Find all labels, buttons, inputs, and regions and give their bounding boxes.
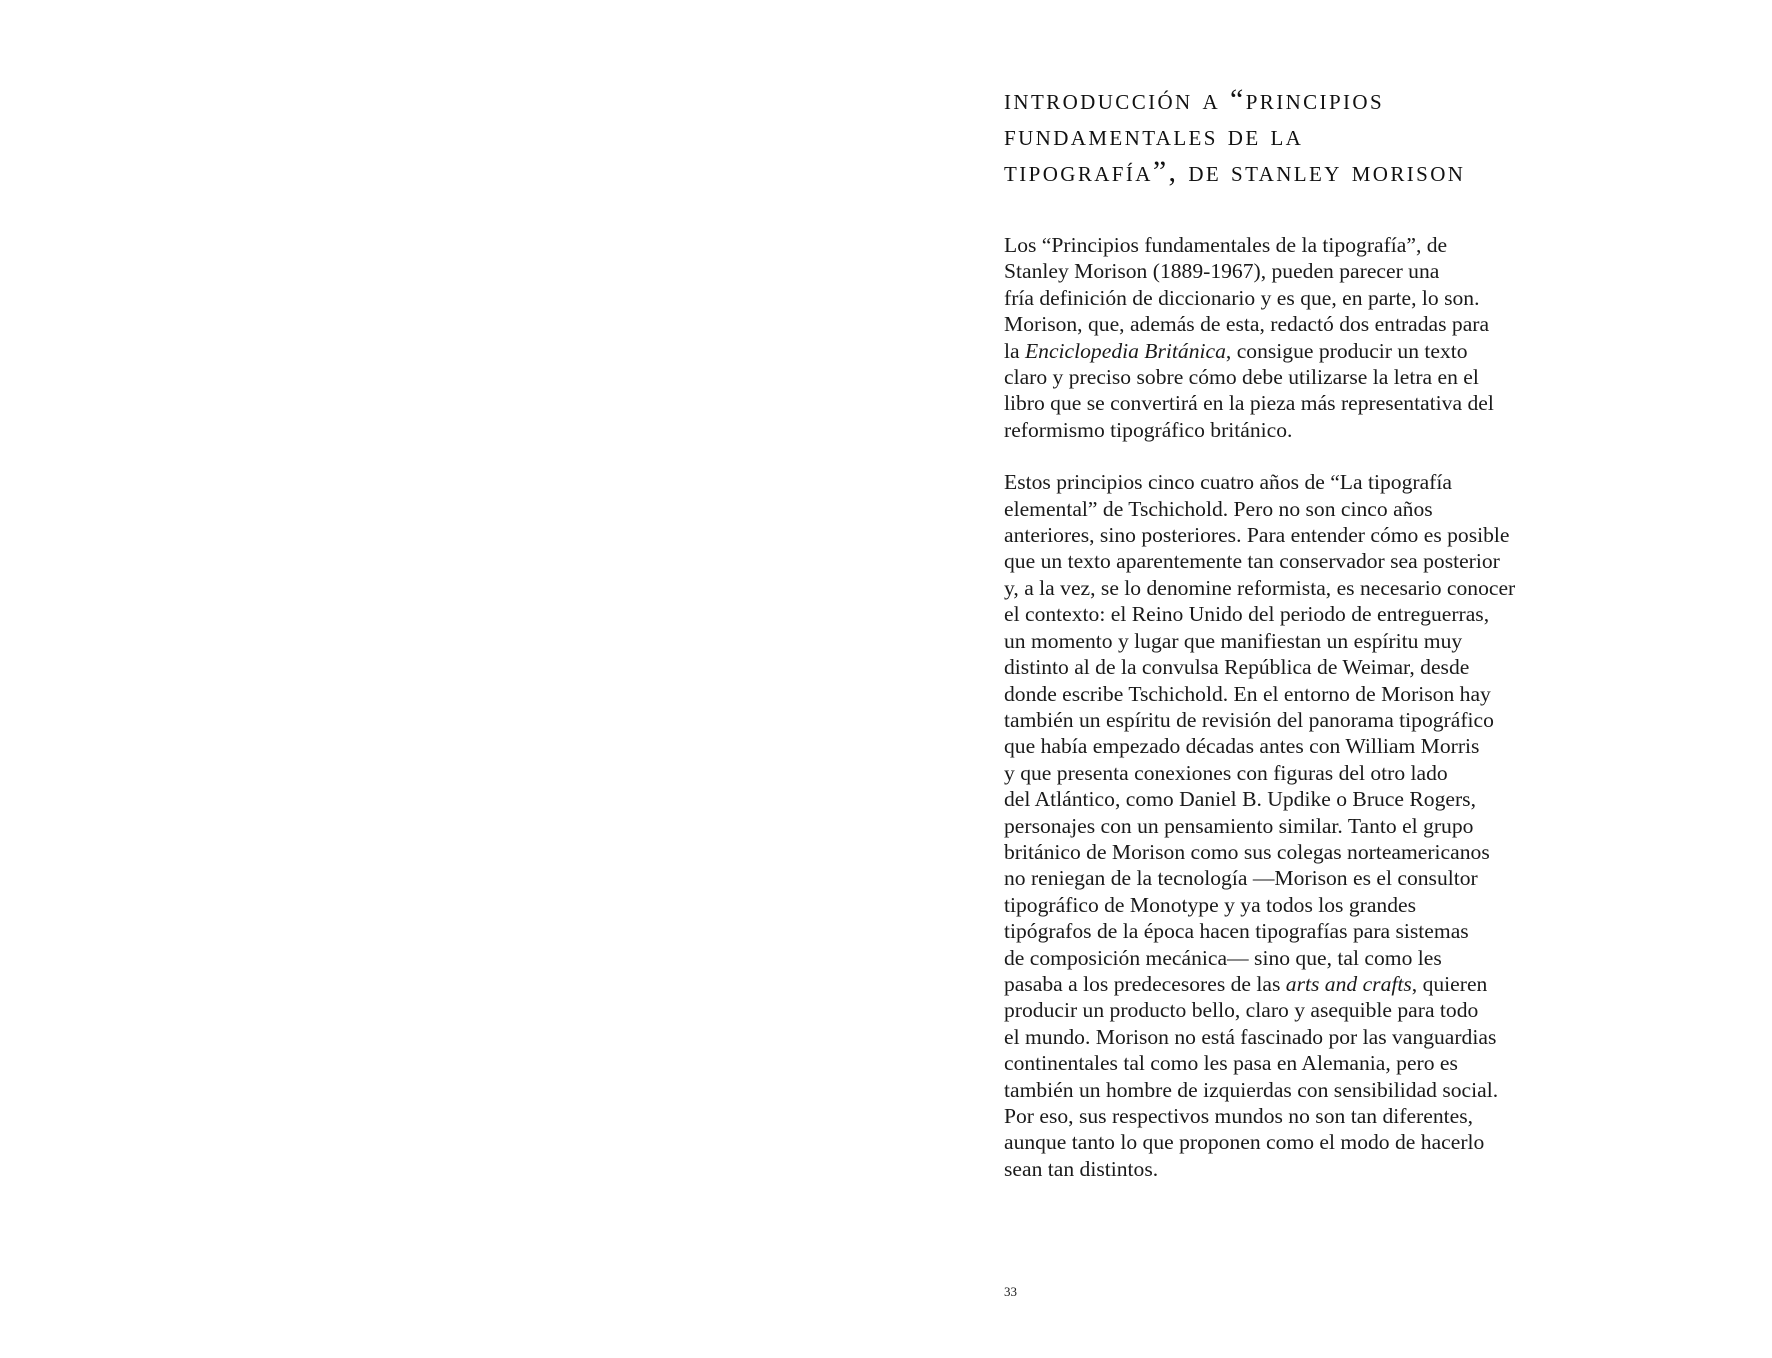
text-run: tipógrafos de la época hacen tipografías para sistemas	[1004, 919, 1469, 944]
text-line	[1004, 232, 1564, 258]
chapter-title-line: introducción a “principios	[1004, 83, 1385, 116]
text-run: elemental” de Tschichold. Pero no son cinco años	[1004, 496, 1433, 521]
text-run: del Atlántico, como Daniel B. Updike o Bruce Rogers,	[1004, 787, 1476, 812]
text-run: también un hombre de izquierdas con sensibilidad social.	[1004, 1077, 1499, 1102]
text-run: que había empezado décadas antes con William Morris	[1004, 734, 1480, 759]
right-page	[886, 0, 1772, 1358]
text-line	[1004, 945, 1564, 971]
text-line	[1004, 285, 1564, 311]
text-run: también un espíritu de revisión del panorama tipográfico	[1004, 707, 1494, 732]
text-line	[1004, 892, 1564, 918]
paragraph-2	[1004, 469, 1564, 1182]
italic-run: Enciclopedia Británica	[1024, 338, 1226, 363]
text-run: pasaba a los predecesores de las	[1004, 971, 1286, 996]
text-line	[1004, 575, 1564, 601]
text-line	[1004, 1103, 1564, 1129]
text-run: personajes con un pensamiento similar. Tanto el grupo	[1004, 813, 1474, 838]
text-run: Estos principios cinco cuatro años de “La tipografía	[1004, 470, 1452, 495]
text-run: Los “Principios fundamentales de la tipografía”, de	[1004, 233, 1448, 257]
text-line	[1004, 548, 1564, 574]
text-line	[1004, 681, 1564, 707]
text-line	[1004, 813, 1564, 839]
text-line	[1004, 469, 1564, 495]
text-line	[1004, 1050, 1564, 1076]
text-run: donde escribe Tschichold. En el entorno de Morison hay	[1004, 681, 1491, 706]
text-run: el mundo. Morison no está fascinado por las vanguardias	[1004, 1024, 1497, 1049]
text-line	[1004, 997, 1564, 1023]
text-line	[1004, 390, 1564, 416]
text-block	[1004, 82, 1564, 1182]
text-line	[1004, 364, 1564, 390]
text-line	[1004, 522, 1564, 548]
text-line	[1004, 338, 1564, 364]
text-line	[1004, 971, 1564, 997]
text-run: libro que se convertirá en la pieza más representativa del	[1004, 391, 1494, 416]
text-run: producir un producto bello, claro y asequible para todo	[1004, 998, 1479, 1023]
text-run: distinto al de la convulsa República de Weimar, desde	[1004, 655, 1470, 680]
page-number: 33	[1004, 1284, 1017, 1299]
text-line	[1004, 628, 1564, 654]
text-run: un momento y lugar que manifiestan un espíritu muy	[1004, 628, 1463, 653]
text-run: británico de Morison como sus colegas norteamericanos	[1004, 839, 1490, 864]
text-line	[1004, 258, 1564, 284]
text-run: Stanley Morison (1889-1967), pueden parecer una	[1004, 259, 1440, 284]
text-run: tipográfico de Monotype y ya todos los grandes	[1004, 892, 1416, 917]
text-line	[1004, 1156, 1564, 1182]
text-run: , quieren	[1411, 971, 1488, 996]
text-line	[1004, 311, 1564, 337]
text-run: continentales tal como les pasa en Alemania, pero es	[1004, 1051, 1458, 1076]
chapter-title	[1004, 82, 1564, 190]
chapter-title-line: tipografía”, de stanley morison	[1004, 155, 1466, 188]
text-line	[1004, 786, 1564, 812]
text-line	[1004, 1129, 1564, 1155]
text-run: anteriores, sino posteriores. Para entender cómo es posible	[1004, 523, 1510, 548]
text-run: claro y preciso sobre cómo debe utilizarse la letra en el	[1004, 365, 1479, 390]
text-run: sean tan distintos.	[1004, 1156, 1159, 1181]
text-run: de composición mecánica— sino que, tal como les	[1004, 945, 1442, 970]
chapter-title-line: fundamentales de la	[1004, 119, 1304, 152]
text-line	[1004, 1024, 1564, 1050]
text-run: no reniegan de la tecnología —Morison es el consultor	[1004, 866, 1478, 891]
italic-run: arts and crafts	[1285, 971, 1412, 996]
text-run: fría definición de diccionario y es que, en parte, lo son.	[1004, 285, 1480, 310]
text-line	[1004, 601, 1564, 627]
text-run: , consigue producir un texto	[1225, 338, 1468, 363]
text-line	[1004, 496, 1564, 522]
text-run: el contexto: el Reino Unido del periodo de entreguerras,	[1004, 602, 1490, 627]
text-run: y, a la vez, se lo denomine reformista, es necesario conocer	[1004, 575, 1516, 600]
text-line	[1004, 918, 1564, 944]
text-run: aunque tanto lo que proponen como el modo de hacerlo	[1004, 1130, 1485, 1155]
text-run: reformismo tipográfico británico.	[1004, 417, 1293, 442]
text-line	[1004, 707, 1564, 733]
text-line	[1004, 654, 1564, 680]
text-run: que un texto aparentemente tan conservador sea posterior	[1004, 549, 1500, 574]
text-run: la	[1004, 338, 1025, 363]
text-line	[1004, 1077, 1564, 1103]
text-line	[1004, 839, 1564, 865]
text-line	[1004, 760, 1564, 786]
text-run: y que presenta conexiones con figuras del otro lado	[1004, 760, 1448, 785]
text-line	[1004, 733, 1564, 759]
text-line	[1004, 865, 1564, 891]
text-run: Por eso, sus respectivos mundos no son tan diferentes,	[1004, 1104, 1473, 1128]
paragraph-1	[1004, 232, 1564, 443]
text-line	[1004, 417, 1564, 443]
text-run: Morison, que, además de esta, redactó dos entradas para	[1004, 312, 1490, 337]
